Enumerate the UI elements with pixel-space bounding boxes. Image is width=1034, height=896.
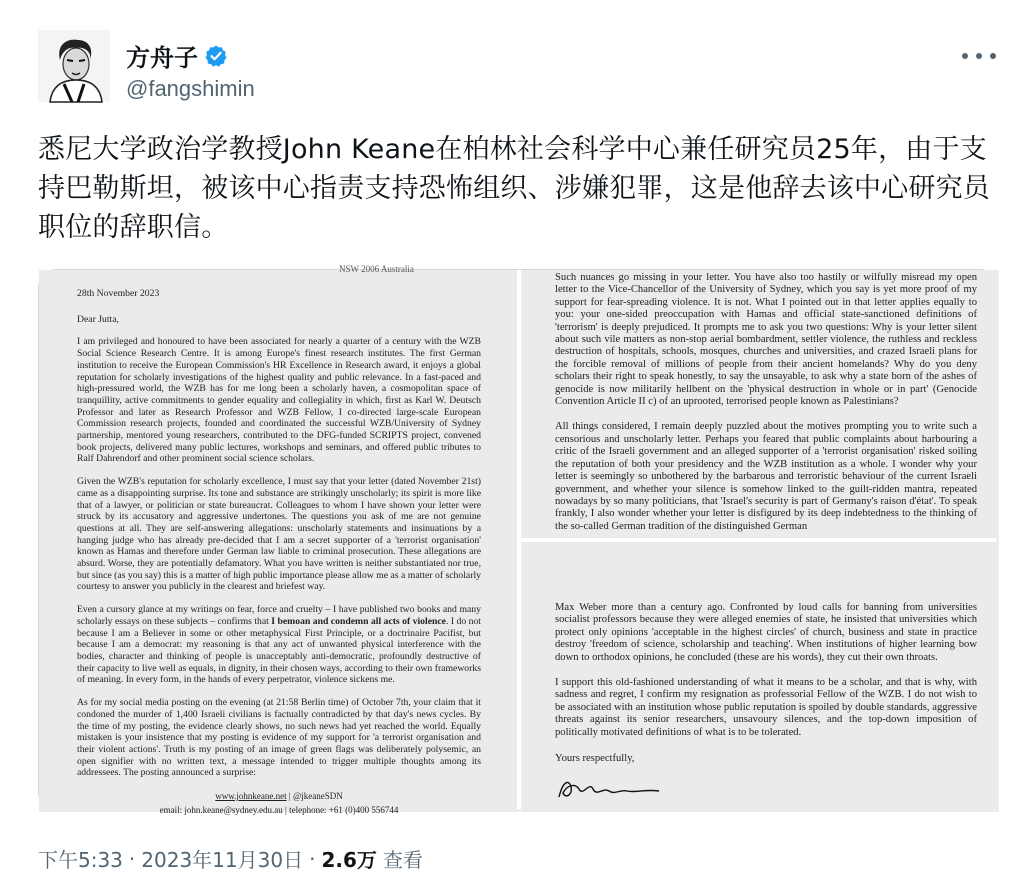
meta-separator: · <box>128 846 136 871</box>
tweet-header <box>38 30 996 110</box>
letter-text: Even a cursory glance at my writings on fear, force and cruelty – I have published two books and many scholarly essays on these subjects – confirms that <box>77 604 481 627</box>
letter-paragraph <box>77 604 481 686</box>
user-avatar-icon <box>38 30 110 102</box>
letter-date: 28th November 2023 <box>77 288 160 299</box>
more-options-icon[interactable] <box>962 44 996 68</box>
display-name[interactable]: 方舟子 <box>126 44 198 72</box>
letter-paragraph: Such nuances go missing in your letter. You have also too hastily or wilfully misread my open letter to the Vice-Chancellor of the University of Sydney, which you say is yet more proof of my support for fear-spreading violence. It is not. What I pointed out in that letter applies equally to you: your one-sided preoccupation with Hamas and official state-sanctioned definitions of 'terrorism' is deeply prejudiced. It prompts me to ask you two questions: Why is your letter silent about such vile matters as non-stop aerial bombardment, settler violence, the ruthless and reckless destruction of hospitals, schools, mosques, churches and universities, and crazed Israeli plans for the forcible removal of millions of people from their ancient homelands? Why do you deny scholars their right to speak honestly, to say the unsayable, to ask why a state born of the ashes of genocide is now militarily hellbent on the 'physical destruction in whole or in part' (Genocide Convention Article II c) of an uprooted, terrorised people known as Palestinians? <box>555 272 977 408</box>
letter-contact: email: john.keane@sydney.edu.au | telephone: +61 (0)400 556744 <box>159 804 399 815</box>
letter-footer <box>77 791 481 803</box>
signature-icon <box>555 775 665 805</box>
letter-bold-text: I bemoan and condemn all acts of violence <box>271 615 446 627</box>
name-row <box>126 38 228 73</box>
letter-address-cut: NSW 2006 Australia <box>339 264 414 274</box>
letter-salutation: Dear Jutta, <box>77 313 119 325</box>
tweet-text: 悉尼大学政治学教授John Keane在柏林社会科学中心兼任研究员25年，由于支持巴勒斯坦，被该中心指责支持恐怖组织、涉嫌犯罪，这是他辞去该中心研究员职位的辞职信。 <box>38 134 990 243</box>
avatar[interactable] <box>38 30 110 102</box>
letter-paragraph: As for my social media posting on the evening (at 21:58 Berlin time) of October 7th, your claim that it condoned the murder of 1,400 Israeli civilians is factually contradicted by that day's news cycles. By the time of my posting, the evidence clearly shows, no such news had yet reached the world. Equally mistaken is your insistence that my posting is evidence of my support for 'a terrorist organisation and their violent actions'. Truth is my posting of an image of green flags was deliberately polysemic, an open signifier with no written text, a message intended to trigger multiple thoughts among its addressees. The posting announced a surprise: <box>77 697 481 779</box>
letter-social-handle: | @jkeaneSDN <box>286 791 343 802</box>
letter-paragraph: All things considered, I remain deeply puzzled about the motives prompting you to write such a censorious and unscholarly letter. Perhaps you feared that public complaints about harbouring a critic of the Israeli government and an alleged supporter of a 'terrorist organisation' risked soiling the reputation of both your presidency and the WZB institution as a whole. I wonder why your letter is seemingly so unbothered by the barbarous and terroristic behaviour of the current Israeli government, and whether your silence is somehow linked to the guilt-ridden mantra, repeated nowadays by so many politicians, that 'Israel's security is part of Germany's raison d'état'. To speak frankly, I also wonder whether your letter is disfigured by its deep indebtedness to the thinking of the so-called German tradition of the distinguished German <box>555 421 977 532</box>
letter-paragraph: Max Weber more than a century ago. Confronted by loud calls for banning from universities socialist professors because they were alleged enemies of state, he insisted that universities which protect only opinions 'acceptable in the highest circles' of church, business and state in practice destroy 'freedom of science, scholarship and teaching'. When institutions of higher learning bow down to orthodox opinions, he concluded (these are his words), they cut their own throats. <box>555 602 977 663</box>
letter-paragraph: Given the WZB's reputation for scholarly excellence, I must say that your letter (dated November 21st) came as a disappointing surprise. Its tone and substance are strikingly unscholarly; its spirit is more like that of a lawyer, or politician or state bureaucrat. Colleagues to whom I have shown your letter were struck by its accusatory and aggressive undertones. The questions you ask of me are not genuine questions at all. They are self-answering allegations: unscholarly statements and insinuations by a hanging judge who has already pre-decided that I am a secret supporter of a 'terrorist organisation' known as Hamas and therefore under German law liable to criminal prosecution. These allegations are absurd. Worse, they are potentially defamatory. What you have written is neither substantiated nor true, but since (as you say) this is a matter of high public importance please allow me as a matter of scholarly courtesy to answer you publicly in the clearest and briefest way. <box>77 476 481 593</box>
letter-image-page-1[interactable] <box>39 264 517 815</box>
verified-badge-icon <box>204 44 228 68</box>
letter-closing: Yours respectfully, <box>555 753 635 765</box>
letter-paragraph: I am privileged and honoured to have been associated for nearly a quarter of a century with the WZB Social Science Research Centre. It is among Europe's finest research institutes. The first German institution to receive the European Commission's HR Excellence in Research award, it enjoys a global reputation for scholarly investigations of the highest quality and public relevance. In a fast-paced and high-pressured world, the WZB has for me long been a scholarly haven, a cosmopolitan space of tranquillity, active commitments to gender equality and collegiality in which, first as Karl W. Deutsch Professor and later as Research Professor and WZB Fellow, I co-directed large-scale European Commission research projects, founded and coordinated the successful WZB/University of Sydney partnership, mentored young researchers, contributed to the DFG-funded SCRIPTS project, convened book projects, delivered many public lectures, workshops and seminars, and offered public tributes to Ralf Dahrendorf and other prominent social science scholars. <box>77 336 481 465</box>
views-label: 查看 <box>382 848 423 872</box>
tweet-date[interactable]: 2023年11月30日 <box>141 848 304 872</box>
tweet-time[interactable]: 下午5:33 <box>38 848 123 872</box>
letter-text: . I do not because I am a Believer in some or other metaphysical First Principle, or a doctrinaire Pacifist, but because I am a democrat: my reasoning is that any act of unwanted physical interference with the bodies, character and thinking of people is unacceptably anti-democratic, profoundly destructive of their capacity to live well as equals, in dignity, in their chosen ways, according to their own frameworks of meaning. In every form, in the hands of every perpetrator, violence sickens me. <box>77 615 481 686</box>
meta-separator: · <box>309 846 316 871</box>
letter-image-page-3[interactable] <box>521 542 999 812</box>
letter-website: www.johnkeane.net <box>215 791 287 802</box>
tweet-media[interactable] <box>38 264 998 815</box>
views-count[interactable]: 2.6万 <box>321 848 377 872</box>
letter-image-page-2[interactable] <box>521 270 999 538</box>
tweet-meta <box>38 844 423 873</box>
user-handle[interactable]: @fangshimin <box>126 76 255 101</box>
letter-paragraph: I support this old-fashioned understanding of what it means to be a scholar, and that is why, with sadness and regret, I confirm my resignation as professorial Fellow of the WZB. I do not wish to be associated with an institution whose public reputation is spoiled by double standards, aggressive threats against its senior researchers, unsavoury silences, and the top-down imposition of politically motivated definitions of what is to be tolerated. <box>555 677 977 738</box>
